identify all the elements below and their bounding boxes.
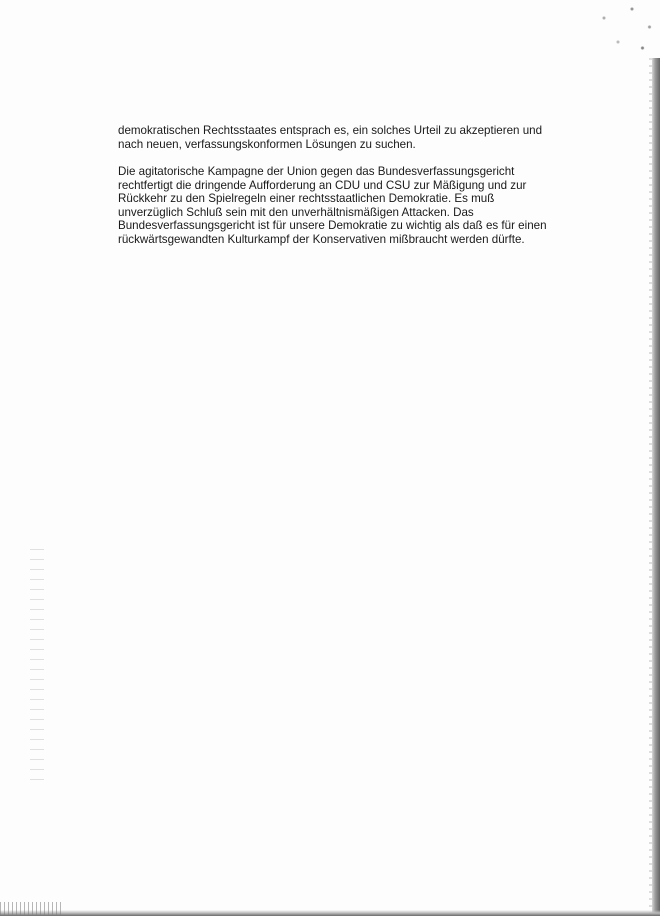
text-line: rückwärtsgewandten Kulturkampf der Konservativen mißbraucht werden dürfte. [118,232,525,246]
text-line: nach neuen, verfassungskonformen Lösungen zu suchen. [118,137,416,151]
paragraph-2 [118,165,547,246]
text-line: demokratischen Rechtsstaates entsprach es, ein solches Urteil zu akzeptieren und [118,124,543,137]
scan-artifact-corner [590,0,660,60]
scan-speckle-left [30,540,44,780]
text-line: rechtfertigt die dringende Aufforderung an CDU und CSU zur Mäßigung und zur [118,178,527,192]
text-line: Bundesverfassungsgericht ist für unsere Demokratie zu wichtig als daß es für einen [118,219,547,232]
text-line: Die agitatorische Kampagne der Union gegen das Bundesverfassungsgericht [118,165,515,178]
scan-artifact-bottom-left [0,902,62,916]
text-line: Rückkehr zu den Spielregeln einer rechtsstaatlichen Demokratie. Es muß [118,192,495,205]
paragraph-1 [118,124,543,151]
document-body [118,124,547,260]
scan-speckle-right [649,58,652,916]
scan-edge-right [652,58,660,916]
scan-edge-bottom [0,910,660,916]
text-line: unverzüglich Schluß sein mit den unverhältnismäßigen Attacken. Das [118,205,474,219]
